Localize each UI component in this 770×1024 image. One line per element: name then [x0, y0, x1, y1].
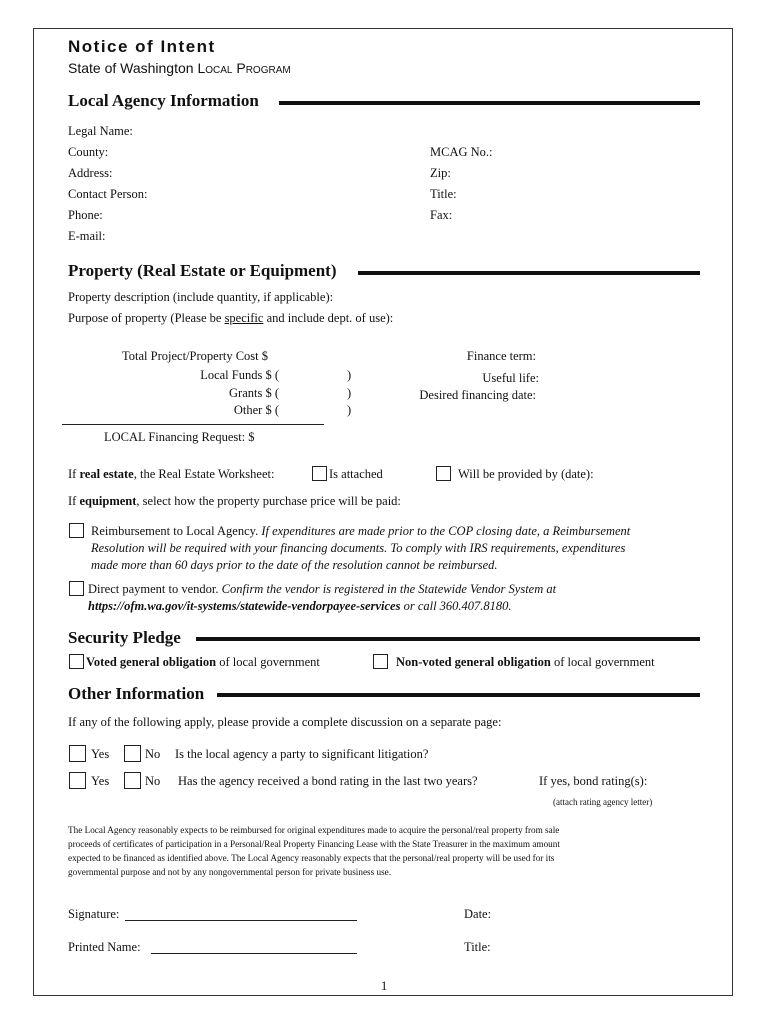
paren-close: ): [347, 368, 352, 382]
will-be-provided-label: Will be provided by (date):: [458, 467, 594, 481]
bond-rating-question: Has the agency received a bond rating in the last two years?: [178, 774, 478, 788]
total-cost-label: Total Project/Property Cost $: [122, 349, 268, 363]
legal-name-label: Legal Name:: [68, 124, 133, 138]
reimbursement-option: Reimbursement to Local Agency. If expenditures are made prior to the COP closing date, a Reimbursement Resolution will be required with your financing documents. To comply with IRS requirements, expenditures made more than 60 days prior to the date of the resolution cannot be reimbursed.: [91, 524, 631, 572]
reimbursement-disclaimer: The Local Agency reasonably expects to be reimbursed for original expenditures made to acquire the personal/real property from sale proceeds of certificates of participation in a Personal/Real Property Financing Lease with the State Treasurer in the maximum amount expected to be financed as identified above. The Local Agency reasonably expects that the personal/real property will be used for its governmental purpose and not by any nongovernmental person for private business use.: [68, 825, 560, 877]
county-label: County:: [68, 145, 109, 159]
section-rule: [279, 101, 700, 105]
form-title: Notice of Intent: [68, 37, 216, 56]
litigation-no-checkbox[interactable]: [124, 745, 141, 762]
section-rule: [358, 271, 700, 275]
signature-title-label: Title:: [464, 940, 491, 954]
other-funds-label: Other $ (: [233, 403, 279, 417]
bond-rating-yes-checkbox[interactable]: [69, 772, 86, 789]
section-heading-local-agency: Local Agency Information: [68, 91, 259, 110]
nonvoted-go-label: Non-voted general obligation of local government: [396, 655, 655, 669]
finance-term-label: Finance term:: [466, 349, 536, 363]
direct-payment-checkbox[interactable]: [69, 581, 84, 596]
litigation-yes-checkbox[interactable]: [69, 745, 86, 762]
litigation-question: Is the local agency a party to significant litigation?: [175, 747, 429, 761]
voted-go-label: Voted general obligation of local government: [86, 655, 320, 669]
desired-date-label: Desired financing date:: [419, 388, 536, 402]
other-info-intro: If any of the following apply, please provide a complete discussion on a separate page:: [68, 715, 502, 729]
printed-name-line[interactable]: [151, 953, 357, 954]
grants-label: Grants $ (: [229, 386, 279, 400]
subtotal-line: [62, 424, 324, 425]
fax-label: Fax:: [430, 208, 453, 222]
paren-close: ): [347, 386, 352, 400]
address-label: Address:: [68, 166, 113, 180]
will-be-provided-checkbox[interactable]: [436, 466, 451, 481]
no-label: No: [145, 774, 161, 788]
contact-person-label: Contact Person:: [68, 187, 148, 201]
is-attached-label: Is attached: [329, 467, 383, 481]
section-heading-security: Security Pledge: [68, 628, 181, 647]
bond-ratings-label: If yes, bond rating(s):: [539, 774, 648, 788]
property-description-label: Property description (include quantity, if applicable):: [68, 290, 334, 304]
attach-letter-note: (attach rating agency letter): [553, 797, 653, 807]
paren-close: ): [347, 403, 352, 417]
section-rule: [196, 637, 700, 641]
phone-label: Phone:: [68, 208, 103, 222]
page-number: 1: [381, 979, 388, 993]
nonvoted-go-checkbox[interactable]: [373, 654, 388, 669]
is-attached-checkbox[interactable]: [312, 466, 327, 481]
equipment-payment-label: If equipment, select how the property purchase price will be paid:: [68, 494, 401, 508]
property-purpose-label: Purpose of property (Please be specific and include dept. of use):: [68, 311, 394, 325]
section-heading-other: Other Information: [68, 684, 205, 703]
bond-rating-no-checkbox[interactable]: [124, 772, 141, 789]
zip-label: Zip:: [430, 166, 451, 180]
email-label: E-mail:: [68, 229, 106, 243]
mcag-label: MCAG No.:: [430, 145, 493, 159]
contact-title-label: Title:: [430, 187, 457, 201]
useful-life-label: Useful life:: [482, 371, 539, 385]
signature-line[interactable]: [125, 920, 357, 921]
signature-label: Signature:: [68, 907, 120, 921]
section-heading-property: Property (Real Estate or Equipment): [68, 261, 337, 280]
form-subtitle: State of Washington Local Program: [68, 60, 291, 76]
printed-name-label: Printed Name:: [68, 940, 141, 954]
section-rule: [217, 693, 700, 697]
yes-label: Yes: [91, 747, 110, 761]
yes-label: Yes: [91, 774, 110, 788]
financing-request-label: LOCAL Financing Request: $: [104, 430, 255, 444]
reimbursement-checkbox[interactable]: [69, 523, 84, 538]
voted-go-checkbox[interactable]: [69, 654, 84, 669]
no-label: No: [145, 747, 161, 761]
signature-date-label: Date:: [464, 907, 492, 921]
local-funds-label: Local Funds $ (: [200, 368, 279, 382]
direct-payment-option: Direct payment to vendor. Confirm the vendor is registered in the Statewide Vendor System at https://ofm.wa.gov/it-systems/statewide-vendorpayee-services or call 360.407.8180.: [88, 582, 557, 613]
real-estate-worksheet-label: If real estate, the Real Estate Worksheet:: [68, 467, 275, 481]
